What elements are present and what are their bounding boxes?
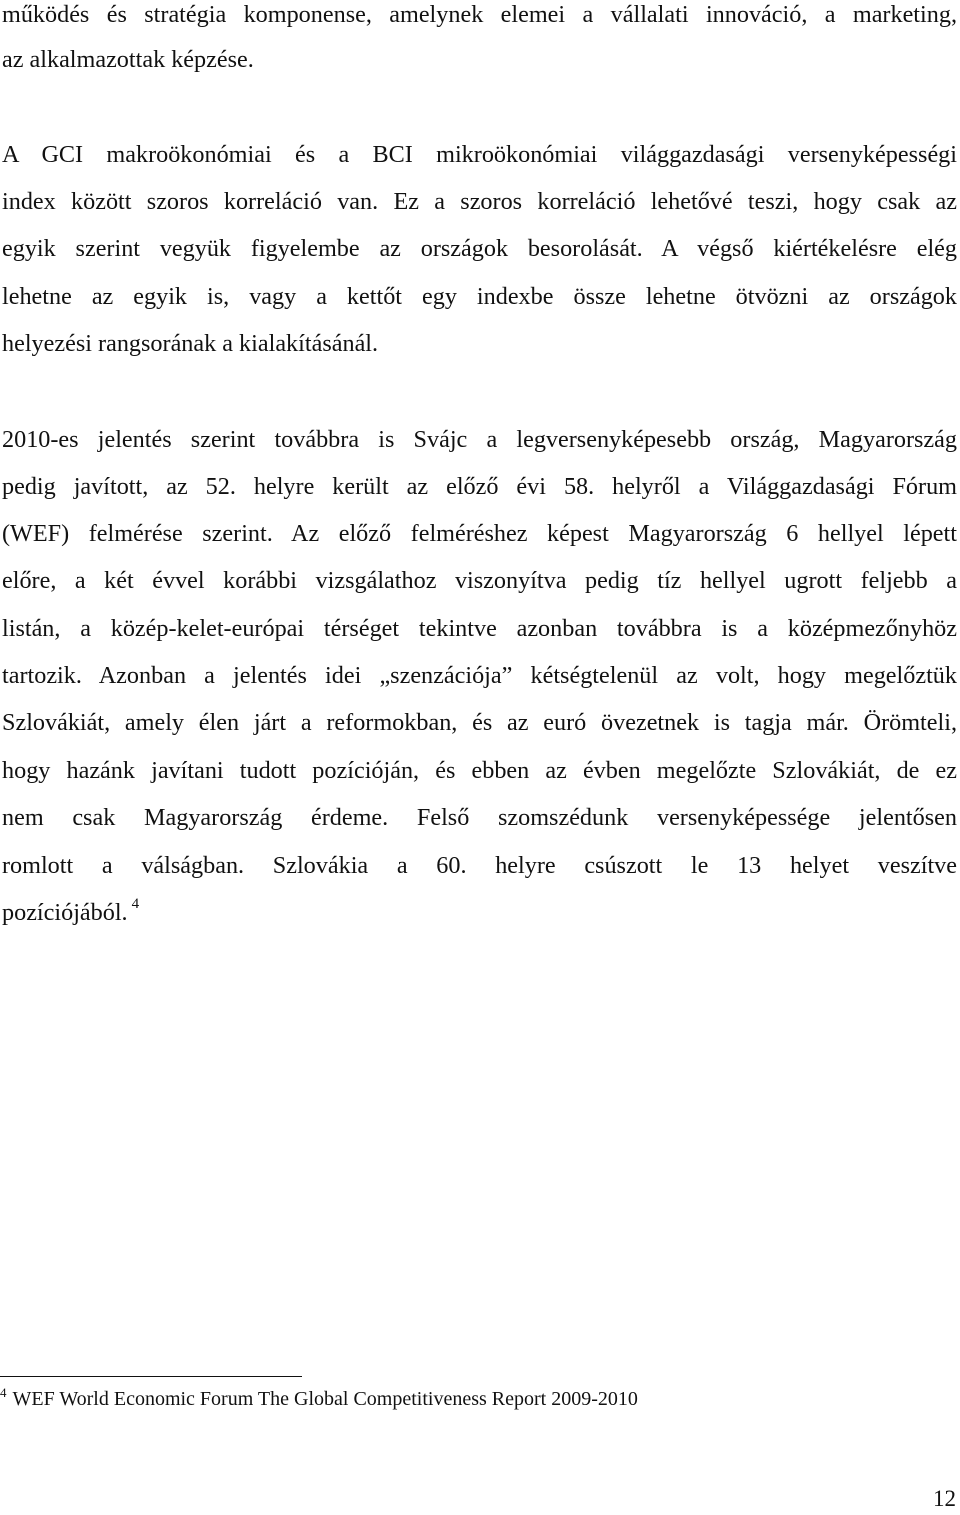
text-fragment: pozíciójából. xyxy=(2,899,128,926)
text-line: (WEF) felmérése szerint. Az előző felméréshez képest Magyarország 6 hellyel lépett xyxy=(2,520,957,547)
page-number: 12 xyxy=(933,1486,956,1511)
text-line: egyik szerint vegyük figyelembe az országok besorolását. A végső kiértékelésre elég xyxy=(2,235,957,262)
footnote-reference[interactable]: 4 xyxy=(131,896,140,912)
text-line: listán, a közép-kelet-európai térséget tekintve azonban továbbra is a középmezőnyhöz xyxy=(2,615,957,642)
text-line: az alkalmazottak képzése. xyxy=(2,46,254,73)
footnote-mark: 4 xyxy=(0,1385,7,1400)
text-line: lehetne az egyik is, vagy a kettőt egy indexbe össze lehetne ötvözni az országok xyxy=(2,283,957,310)
text-line: nem csak Magyarország érdeme. Felső szomszédunk versenyképessége jelentősen xyxy=(2,804,957,831)
text-line: tartozik. Azonban a jelentés idei „szenzációja” kétségtelenül az volt, hogy megelőztük xyxy=(2,662,957,689)
text-line: A GCI makroökonómiai és a BCI mikroökonómiai világgazdasági versenyképességi xyxy=(2,141,957,168)
text-line: romlott a válságban. Szlovákia a 60. helyre csúszott le 13 helyet veszítve xyxy=(2,852,957,879)
footnote-divider xyxy=(0,1376,302,1377)
text-line: 2010-es jelentés szerint továbbra is Svájc a legversenyképesebb ország, Magyarország xyxy=(2,426,957,453)
text-line: pedig javított, az 52. helyre került az előző évi 58. helyről a Világgazdasági Fórum xyxy=(2,473,957,500)
text-line: hogy hazánk javítani tudott pozícióján, és ebben az évben megelőzte Szlovákiát, de ez xyxy=(2,757,957,784)
text-line: működés és stratégia komponense, amelynek elemei a vállalati innováció, a marketing, xyxy=(2,1,957,28)
text-line xyxy=(2,898,957,931)
footnote-text: WEF World Economic Forum The Global Competitiveness Report 2009-2010 xyxy=(12,1388,638,1410)
footnote xyxy=(0,1386,720,1414)
text-line: előre, a két évvel korábbi vizsgálathoz viszonyítva pedig tíz hellyel ugrott feljebb a xyxy=(2,567,957,594)
text-line: Szlovákiát, amely élen járt a reformokban, és az euró övezetnek is tagja már. Örömteli, xyxy=(2,709,957,736)
text-line: helyezési rangsorának a kialakításánál. xyxy=(2,330,379,357)
text-line: index között szoros korreláció van. Ez a szoros korreláció lehetővé teszi, hogy csak az xyxy=(2,188,957,215)
